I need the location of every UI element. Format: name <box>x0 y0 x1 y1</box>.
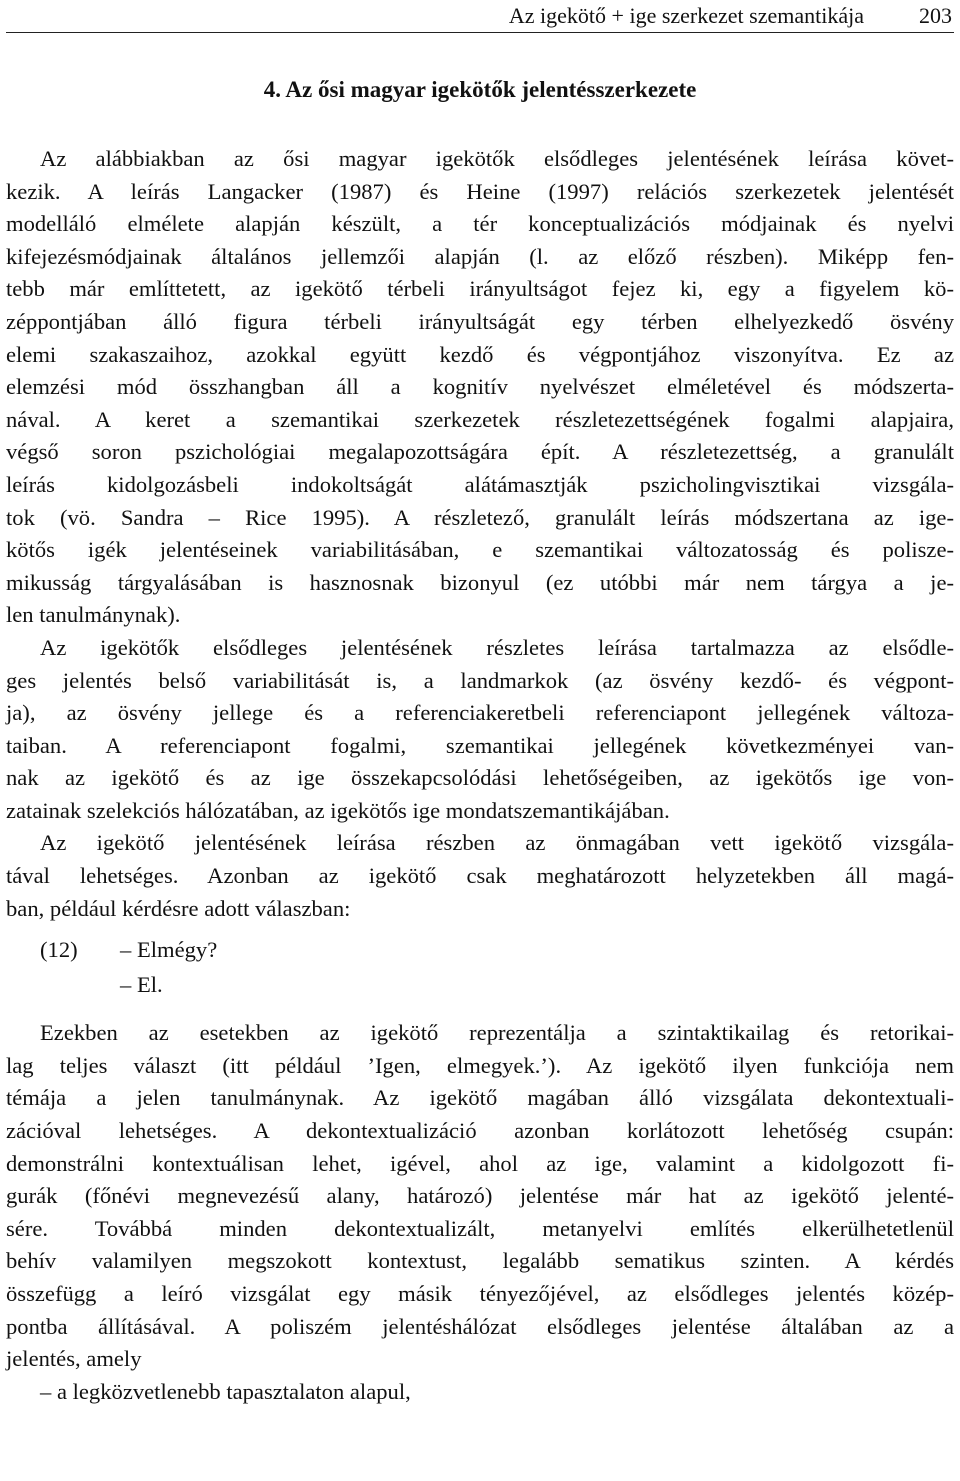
text-line: kezik. A leírás Langacker (1987) és Heine (1997) relációs szerkezetek jelentését <box>6 178 954 204</box>
text-line: zációval lehetséges. A dekontextualizáció azonban korlátozott lehetőség csupán: <box>6 1118 954 1144</box>
running-header-title: Az igekötő + ige szerkezet szemantikája <box>508 3 864 28</box>
paragraph-1 <box>6 143 954 632</box>
text-line: jelentés, amely <box>6 1346 142 1372</box>
text-line: nak az igekötő és az ige összekapcsolódási lehetőségeiben, az igekötős ige von- <box>6 765 954 791</box>
text-line: taiban. A referenciapont fogalmi, szemantikai jellegének következményei van- <box>6 732 954 758</box>
text-line: nával. A keret a szemantikai szerkezetek részletezettségének fogalmi alapjaira, <box>6 406 954 432</box>
text-line: ges jelentés belső variabilitását is, a landmarkok (az ösvény kezdő- és végpont- <box>6 667 954 693</box>
section-heading: 4. Az ősi magyar igekötők jelentésszerkezete <box>263 77 697 102</box>
text-line: összefügg a leíró vizsgálat egy másik tényezőjével, az elsődleges jelentés közép- <box>6 1281 954 1306</box>
text-line: elemzési mód összhangban áll a kognitív nyelvészet elméletével és módszerta- <box>6 374 954 400</box>
text-line: sére. Továbbá minden dekontextualizált, metanyelvi említés elkerülhetetlenül <box>6 1215 954 1241</box>
text-line: Az alábbiakban az ősi magyar igekötők elsődleges jelentésének leírása követ- <box>40 146 954 171</box>
running-header <box>6 2 954 33</box>
text-line: tok (vö. Sandra ‒ Rice 1995). A részletező, granulált leírás módszertana az ige- <box>6 504 954 530</box>
text-line: demonstrálni kontextuálisan lehet, igével, ahol az ige, valamint a kidolgozott fi- <box>6 1150 954 1176</box>
text-line: len tanulmánynak). <box>6 602 181 628</box>
text-line: pontba állításával. A poliszém jelentéshálózat elsődleges jelentése általában az a <box>6 1313 954 1339</box>
text-line: zatainak szelekciós hálózatában, az igekötős ige mondatszemantikájában. <box>6 797 670 823</box>
spacer <box>6 1002 954 1017</box>
spacer <box>6 925 954 932</box>
list-item: ‒ a legközvetlenebb tapasztalaton alapul, <box>40 1378 411 1404</box>
text-line: Az igekötők elsődleges jelentésének részletes leírása tartalmazza az elsődle- <box>40 634 954 660</box>
text-line: behív valamilyen megszokott kontextust, legalább sematikus szinten. A kérdés <box>6 1248 954 1274</box>
text-line: elemi szakaszaihoz, azokkal együtt kezdő és végpontjához viszonyítva. Ez az <box>6 341 954 367</box>
example-line: ‒ Elmégy? <box>120 937 218 963</box>
example-block <box>6 932 954 1002</box>
text-line: kötős igék jelentéseinek variabilitásában, e szemantikai változatosság és polisze- <box>6 537 954 563</box>
text-line: tebb már említtetett, az igekötő térbeli irányultságot fejez ki, egy a figyelem kö- <box>6 276 954 302</box>
list-block <box>6 1376 954 1409</box>
text-line: mikusság tárgyalásában is hasznosnak bizonyul (ez utóbbi már nem tárgya a je- <box>6 569 954 595</box>
text-line: végső soron pszichológiai megalapozottságára épít. A részletezettség, a granulált <box>6 439 954 465</box>
text-line: zéppontjában álló figura térbeli irányultságát egy térben elhelyezkedő ösvény <box>6 308 954 334</box>
example-line: ‒ El. <box>120 972 163 998</box>
text-line: ja), az ösvény jellege és a referenciakeretbeli referenciapont jellegének változa- <box>6 700 954 726</box>
example-row <box>6 932 954 967</box>
body-text <box>6 143 954 1408</box>
text-line: Az igekötő jelentésének leírása részben az önmagában vett igekötő vizsgála- <box>40 830 954 856</box>
text-line: leírás kidolgozásbeli indokoltságát alátámasztják pszicholingvisztikai vizsgála- <box>6 471 954 497</box>
example-number: (12) <box>40 937 78 963</box>
text-line: tával lehetséges. Azonban az igekötő csak meghatározott helyzetekben áll magá- <box>6 863 954 889</box>
text-line: Ezekben az esetekben az igekötő reprezentálja a szintaktikailag és retorikai- <box>40 1020 954 1046</box>
text-line: modelláló elmélete alapján készült, a tér konceptualizációs módjainak és nyelvi <box>6 211 954 237</box>
text-line: kifejezésmódjainak általános jellemzői alapján (l. az előző részben). Miképp fen- <box>6 243 954 269</box>
text-line: témája a jelen tanulmánynak. Az igekötő magában álló vizsgálata dekontextuali- <box>6 1085 954 1111</box>
text-line: ban, például kérdésre adott válaszban: <box>6 895 351 921</box>
paragraph-2 <box>6 632 954 828</box>
example-row <box>6 967 954 1002</box>
paragraph-4 <box>6 1017 954 1376</box>
text-line: lag teljes választ (itt például ’Igen, elmegyek.’). Az igekötő ilyen funkciója nem <box>6 1052 954 1078</box>
page-number: 203 <box>919 3 952 28</box>
text-line: gurák (főnévi megnevezésű alany, határozó) jelentése már hat az igekötő jelenté- <box>6 1183 954 1209</box>
paragraph-3 <box>6 827 954 925</box>
